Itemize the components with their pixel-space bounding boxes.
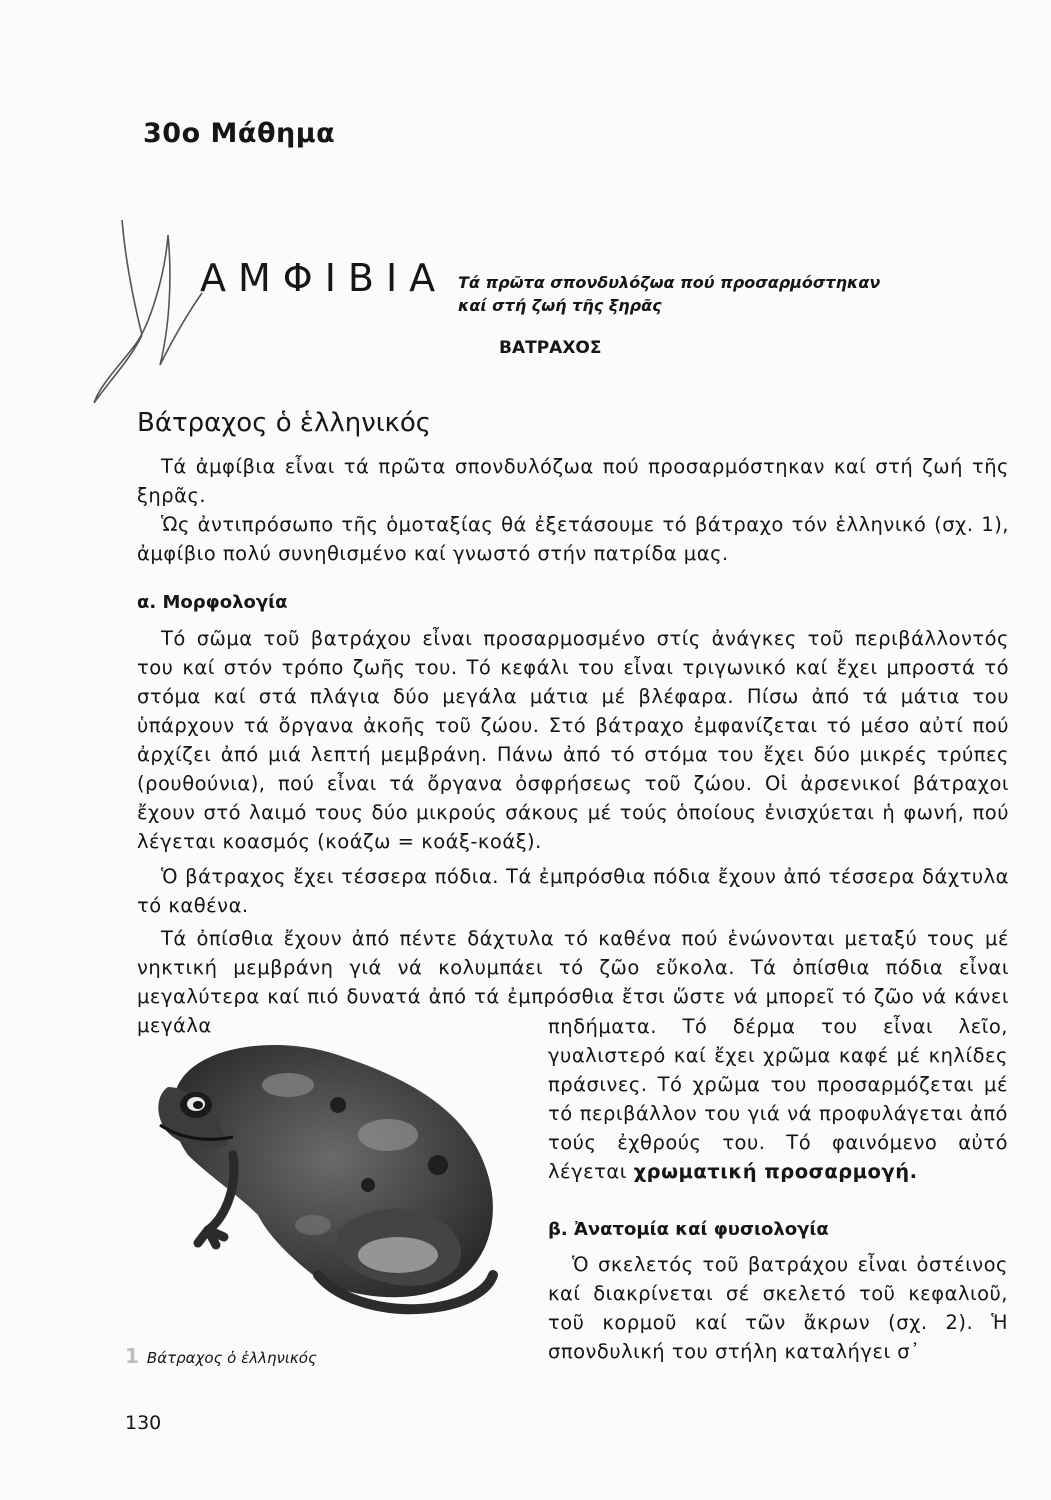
morphology-paragraph-3-continued	[548, 1012, 1008, 1186]
figure-number: 1	[125, 1344, 139, 1368]
anatomy-paragraph-1: Ὁ σκελετός τοῦ βατράχου εἶναι ὀστέινος καί διακρίνεται σέ σκελετό τοῦ κεφαλιοῦ, τοῦ κορμοῦ καί τῶν ἄκρων (σχ. 2). Ἡ σπονδυλική του στήλη καταλήγει σ᾿	[548, 1253, 1008, 1363]
section-heading: Βάτραχος ὁ ἑλληνικός	[137, 408, 432, 438]
page-number: 130	[125, 1412, 162, 1434]
pencil-mark	[80, 215, 220, 425]
subject-heading: ΒΑΤΡΑΧΟΣ	[499, 338, 602, 358]
morphology-paragraph-2: Ὁ βάτραχος ἔχει τέσσερα πόδια. Τά ἐμπρόσθια πόδια ἔχουν ἀπό τέσσερα δάχτυλα τό καθένα.	[137, 865, 1009, 917]
paragraph-text: πηδήματα. Τό δέρμα του εἶναι λεῖο, γυαλιστερό καί ἔχει χρῶμα καφέ μέ κηλίδες πράσινες. Τό χρῶμα του προσαρμόζεται μέ τό περιβάλλον του γιά νά προφυλάγεται ἀπό τούς ἐχθρούς του. Τό φαινόμενο αὐτό λέγεται	[548, 1015, 1008, 1183]
figure-caption-text: Βάτραχος ὁ ἑλληνικός	[146, 1349, 317, 1367]
bold-term: χρωματική προσαρμογή.	[633, 1160, 918, 1183]
intro-paragraph-2: Ὡς ἀντιπρόσωπο τῆς ὁμοταξίας θά ἐξετάσουμε τό βάτραχο τόν ἑλληνικό (σχ. 1), ἀμφίβιο πολύ συνηθισμένο καί γνωστό στήν πατρίδα μας.	[137, 513, 1009, 565]
intro-paragraph-1: Τά ἀμφίβια εἶναι τά πρῶτα σπονδυλόζωα πού προσαρμόστηκαν καί στή ζωή τῆς ξηρᾶς.	[137, 455, 1009, 507]
subtitle-line-1: Τά πρῶτα σπονδυλόζωα πού προσαρμόστηκαν	[458, 273, 881, 292]
section-b-title: β. Ἀνατομία καί φυσιολογία	[548, 1219, 829, 1240]
lesson-title: 30ο Μάθημα	[143, 118, 336, 149]
morphology-paragraph-3: Τά ὀπίσθια ἔχουν ἀπό πέντε δάχτυλα τό καθένα πού ἑνώνονται μεταξύ τους μέ νηκτική μεμβράνη γιά νά κολυμπάει τό ζῶο εὔκολα. Τά ὀπίσθια πόδια εἶναι μεγαλύτερα καί πιό δυνατά ἀπό τά ἐμπρόσθια ἔτσι ὥστε νά μπορεῖ τό ζῶο νά κάνει μεγάλα	[137, 927, 1009, 1037]
figure-caption	[125, 1344, 317, 1368]
chapter-title: ΑΜΦΙΒΙΑ	[200, 256, 448, 300]
frog-illustration	[138, 1025, 508, 1325]
section-a-title: α. Μορφολογία	[137, 592, 288, 613]
subtitle-line-2: καί στή ζωή τῆς ξηρᾶς	[458, 296, 662, 315]
chapter-subtitle	[458, 271, 978, 317]
morphology-paragraph-1: Τό σῶμα τοῦ βατράχου εἶναι προσαρμοσμένο στίς ἀνάγκες τοῦ περιβάλλοντός του καί στόν τρόπο ζωῆς του. Τό κεφάλι του εἶναι τριγωνικό καί ἔχει μπροστά τό στόμα καί στά πλάγια δύο μεγάλα μάτια μέ βλέφαρα. Πίσω ἀπό τά μάτια του ὑπάρχουν τά ὄργανα ἀκοῆς τοῦ ζώου. Στό βάτραχο ἐμφανίζεται τό μέσο αὐτί πού ἀρχίζει ἀπό μιά λεπτή μεμβράνη. Πάνω ἀπό τό στόμα του ἔχει δύο μικρές τρύπες (ρουθούνια), πού εἶναι τά ὄργανα ὀσφρήσεως τοῦ ζώου. Οἱ ἀρσενικοί βάτραχοι ἔχουν στό λαιμό τους δύο μικρούς σάκους μέ τούς ὁποίους ἐνισχύεται ἡ φωνή, πού λέγεται κοασμός (κοάζω = κοάξ-κοάξ).	[137, 627, 1009, 853]
